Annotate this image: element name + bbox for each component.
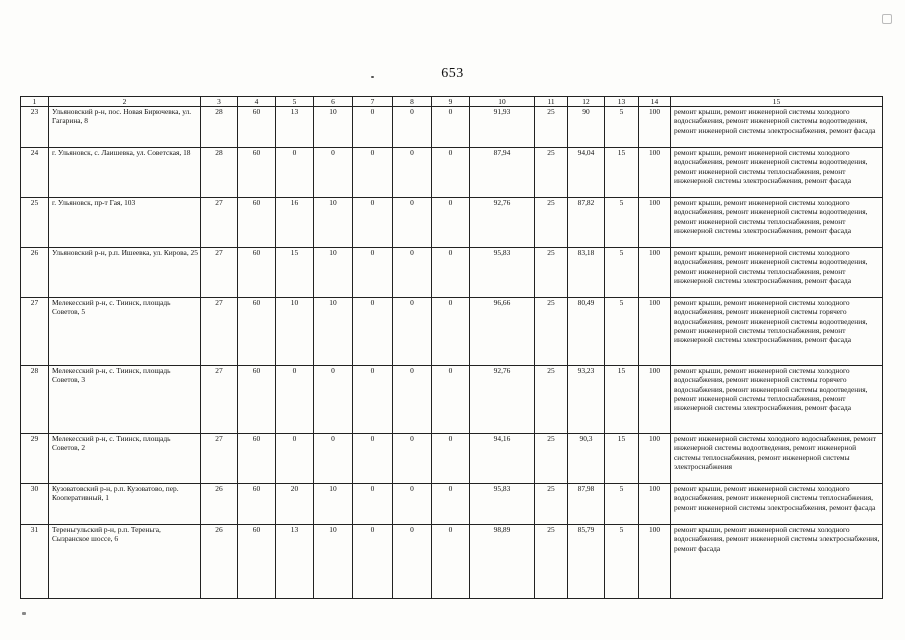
value-cell: 0 (353, 525, 393, 599)
works-cell: ремонт крыши, ремонт инженерной системы холодного водоснабжения, ремонт инженерной системы водоотведения, ремонт инженерной системы электроснабжения, ремонт фасада (671, 107, 883, 148)
value-cell: 0 (393, 248, 432, 298)
value-cell: 100 (639, 434, 671, 484)
value-cell: 100 (639, 366, 671, 434)
value-cell: 10 (314, 484, 353, 525)
column-header: 13 (605, 97, 639, 107)
row-number: 31 (21, 525, 49, 599)
value-cell: 15 (605, 434, 639, 484)
row-number: 23 (21, 107, 49, 148)
address-cell: Мелекесский р-н, с. Тиинск, площадь Советов, 5 (49, 298, 201, 366)
address-cell: Кузоватовский р-н, р.п. Кузоватово, пер. Кооперативный, 1 (49, 484, 201, 525)
value-cell: 25 (535, 366, 568, 434)
column-header: 4 (238, 97, 276, 107)
row-number: 25 (21, 198, 49, 248)
table-row (21, 434, 883, 484)
value-cell: 0 (353, 298, 393, 366)
value-cell: 10 (314, 298, 353, 366)
address-cell: Мелекесский р-н, с. Тиинск, площадь Советов, 2 (49, 434, 201, 484)
table-row (21, 198, 883, 248)
value-cell: 25 (535, 148, 568, 198)
column-header: 6 (314, 97, 353, 107)
value-cell: 5 (605, 298, 639, 366)
value-cell: 0 (432, 198, 470, 248)
column-header: 1 (21, 97, 49, 107)
value-cell: 85,79 (568, 525, 605, 599)
value-cell: 10 (276, 298, 314, 366)
value-cell: 80,49 (568, 298, 605, 366)
value-cell: 10 (314, 198, 353, 248)
value-cell: 0 (432, 298, 470, 366)
value-cell: 96,66 (470, 298, 535, 366)
value-cell: 92,76 (470, 366, 535, 434)
column-header: 12 (568, 97, 605, 107)
value-cell: 95,83 (470, 484, 535, 525)
value-cell: 93,23 (568, 366, 605, 434)
value-cell: 100 (639, 107, 671, 148)
value-cell: 90 (568, 107, 605, 148)
row-number: 29 (21, 434, 49, 484)
value-cell: 0 (393, 366, 432, 434)
value-cell: 0 (314, 434, 353, 484)
value-cell: 5 (605, 525, 639, 599)
address-cell: Тереньгульский р-н, р.п. Тереньга, Сызранское шоссе, 6 (49, 525, 201, 599)
value-cell: 15 (276, 248, 314, 298)
value-cell: 87,82 (568, 198, 605, 248)
value-cell: 27 (201, 366, 238, 434)
value-cell: 28 (201, 107, 238, 148)
value-cell: 0 (353, 198, 393, 248)
value-cell: 100 (639, 298, 671, 366)
value-cell: 60 (238, 107, 276, 148)
value-cell: 95,83 (470, 248, 535, 298)
works-cell: ремонт крыши, ремонт инженерной системы холодного водоснабжения, ремонт инженерной системы водоотведения, ремонт инженерной системы теплоснабжения, ремонт инженерной системы электроснабжения, ремонт фасада (671, 148, 883, 198)
value-cell: 87,94 (470, 148, 535, 198)
value-cell: 0 (314, 148, 353, 198)
value-cell: 0 (432, 107, 470, 148)
value-cell: 94,04 (568, 148, 605, 198)
row-number: 27 (21, 298, 49, 366)
value-cell: 91,93 (470, 107, 535, 148)
value-cell: 100 (639, 248, 671, 298)
table-row (21, 148, 883, 198)
column-header: 2 (49, 97, 201, 107)
value-cell: 13 (276, 525, 314, 599)
value-cell: 0 (353, 107, 393, 148)
value-cell: 98,89 (470, 525, 535, 599)
value-cell: 94,16 (470, 434, 535, 484)
value-cell: 27 (201, 248, 238, 298)
header-row (21, 97, 883, 107)
works-cell: ремонт крыши, ремонт инженерной системы холодного водоснабжения, ремонт инженерной системы горячего водоснабжения, ремонт инженерной системы водоотведения, ремонт инженерной системы теплоснабжения, ремонт инженерной системы электроснабжения, ремонт фасада (671, 298, 883, 366)
table-row (21, 248, 883, 298)
address-cell: г. Ульяновск, пр-т Гая, 103 (49, 198, 201, 248)
address-cell: Ульяновский р-н, р.п. Ишеевка, ул. Кирова, 25 (49, 248, 201, 298)
value-cell: 60 (238, 525, 276, 599)
value-cell: 0 (353, 248, 393, 298)
value-cell: 10 (314, 525, 353, 599)
value-cell: 60 (238, 366, 276, 434)
value-cell: 100 (639, 525, 671, 599)
row-number: 30 (21, 484, 49, 525)
works-cell: ремонт крыши, ремонт инженерной системы холодного водоснабжения, ремонт инженерной системы горячего водоснабжения, ремонт инженерной системы водоотведения, ремонт инженерной системы теплоснабжения, ремонт инженерной системы электроснабжения, ремонт фасада (671, 366, 883, 434)
column-header: 10 (470, 97, 535, 107)
scan-mark (882, 14, 892, 24)
value-cell: 5 (605, 248, 639, 298)
column-header: 9 (432, 97, 470, 107)
row-number: 24 (21, 148, 49, 198)
value-cell: 28 (201, 148, 238, 198)
value-cell: 100 (639, 198, 671, 248)
works-cell: ремонт крыши, ремонт инженерной системы холодного водоснабжения, ремонт инженерной системы электроснабжения, ремонт фасада (671, 525, 883, 599)
row-number: 28 (21, 366, 49, 434)
value-cell: 16 (276, 198, 314, 248)
value-cell: 0 (393, 525, 432, 599)
value-cell: 100 (639, 484, 671, 525)
table-row (21, 525, 883, 599)
column-header: 5 (276, 97, 314, 107)
value-cell: 83,18 (568, 248, 605, 298)
value-cell: 0 (432, 525, 470, 599)
column-header: 3 (201, 97, 238, 107)
value-cell: 25 (535, 434, 568, 484)
scan-speck (22, 612, 26, 615)
value-cell: 60 (238, 434, 276, 484)
value-cell: 0 (353, 434, 393, 484)
value-cell: 90,3 (568, 434, 605, 484)
value-cell: 0 (276, 366, 314, 434)
value-cell: 5 (605, 198, 639, 248)
value-cell: 0 (353, 148, 393, 198)
value-cell: 0 (276, 148, 314, 198)
value-cell: 27 (201, 298, 238, 366)
value-cell: 26 (201, 525, 238, 599)
value-cell: 0 (393, 148, 432, 198)
value-cell: 0 (393, 298, 432, 366)
repair-table (20, 96, 883, 599)
value-cell: 0 (432, 434, 470, 484)
value-cell: 0 (276, 434, 314, 484)
works-cell: ремонт крыши, ремонт инженерной системы холодного водоснабжения, ремонт инженерной системы теплоснабжения, ремонт инженерной системы электроснабжения, ремонт фасада (671, 484, 883, 525)
works-cell: ремонт инженерной системы холодного водоснабжения, ремонт инженерной системы водоотведения, ремонт инженерной системы теплоснабжения, ремонт инженерной системы электроснабжения (671, 434, 883, 484)
value-cell: 60 (238, 148, 276, 198)
works-cell: ремонт крыши, ремонт инженерной системы холодного водоснабжения, ремонт инженерной системы водоотведения, ремонт инженерной системы теплоснабжения, ремонт инженерной системы электроснабжения, ремонт фасада (671, 198, 883, 248)
value-cell: 100 (639, 148, 671, 198)
value-cell: 26 (201, 484, 238, 525)
value-cell: 0 (432, 484, 470, 525)
value-cell: 0 (393, 107, 432, 148)
value-cell: 0 (432, 148, 470, 198)
value-cell: 0 (393, 434, 432, 484)
value-cell: 60 (238, 484, 276, 525)
works-cell: ремонт крыши, ремонт инженерной системы холодного водоснабжения, ремонт инженерной системы водоотведения, ремонт инженерной системы теплоснабжения, ремонт инженерной системы электроснабжения, ремонт фасада (671, 248, 883, 298)
value-cell: 0 (353, 366, 393, 434)
value-cell: 5 (605, 107, 639, 148)
value-cell: 25 (535, 248, 568, 298)
column-header: 11 (535, 97, 568, 107)
value-cell: 60 (238, 248, 276, 298)
value-cell: 25 (535, 198, 568, 248)
value-cell: 25 (535, 107, 568, 148)
value-cell: 0 (393, 484, 432, 525)
table-row (21, 484, 883, 525)
value-cell: 25 (535, 525, 568, 599)
value-cell: 15 (605, 366, 639, 434)
column-header: 8 (393, 97, 432, 107)
value-cell: 60 (238, 298, 276, 366)
value-cell: 0 (353, 484, 393, 525)
scan-speck (371, 76, 374, 78)
table-row (21, 366, 883, 434)
value-cell: 27 (201, 434, 238, 484)
address-cell: г. Ульяновск, с. Лаишевка, ул. Советская, 18 (49, 148, 201, 198)
column-header: 14 (639, 97, 671, 107)
table-row (21, 107, 883, 148)
value-cell: 10 (314, 248, 353, 298)
table-row (21, 298, 883, 366)
column-header: 15 (671, 97, 883, 107)
value-cell: 0 (432, 366, 470, 434)
value-cell: 25 (535, 484, 568, 525)
value-cell: 92,76 (470, 198, 535, 248)
value-cell: 0 (314, 366, 353, 434)
value-cell: 87,98 (568, 484, 605, 525)
value-cell: 0 (393, 198, 432, 248)
value-cell: 5 (605, 484, 639, 525)
value-cell: 13 (276, 107, 314, 148)
page-number: 653 (441, 66, 464, 81)
value-cell: 20 (276, 484, 314, 525)
address-cell: Ульяновский р-н, пос. Новая Бирючевка, ул. Гагарина, 8 (49, 107, 201, 148)
value-cell: 60 (238, 198, 276, 248)
value-cell: 0 (432, 248, 470, 298)
address-cell: Мелекесский р-н, с. Тиинск, площадь Советов, 3 (49, 366, 201, 434)
value-cell: 27 (201, 198, 238, 248)
value-cell: 15 (605, 148, 639, 198)
column-header: 7 (353, 97, 393, 107)
row-number: 26 (21, 248, 49, 298)
value-cell: 25 (535, 298, 568, 366)
value-cell: 10 (314, 107, 353, 148)
